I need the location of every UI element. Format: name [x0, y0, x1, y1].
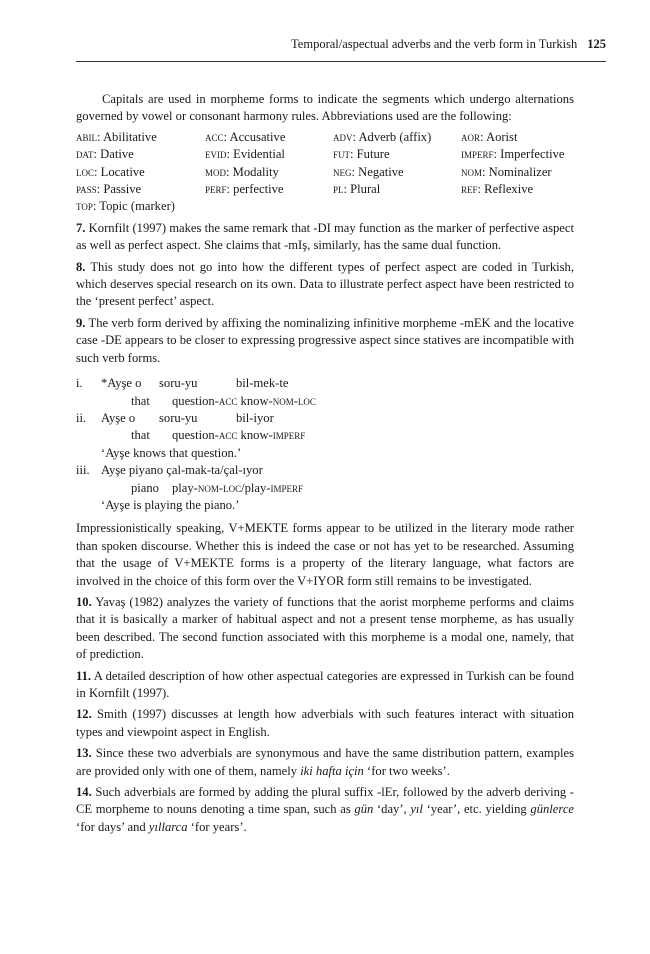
footnote-number: 7.: [76, 220, 86, 235]
abbreviation-item: ref: Reflexive: [461, 182, 534, 197]
example-iii-gloss: piano play-nom-loc/play-imperf: [131, 480, 303, 495]
footnote-text: Yavaş (1982) analyzes the variety of functions that the aorist morpheme performs and claims that it is basically a marker of habitual aspect and not a present tense morpheme, as has usually been described. The second function associated with this morpheme is a modal one, namely, that of prediction.: [76, 594, 574, 662]
header-rule: [76, 61, 606, 62]
examples-commentary: Impressionistically speaking, V+MEKTE forms appear to be utilized in the literary mode rather than spoken discourse. Whether this is indeed the case or not has yet to be researched. Assuming that the usage of V+MEKTE forms is a property of the literary language, what factors are involved in the choice of this form over the V+IYOR form still remains to be investigated.: [76, 521, 574, 588]
example-i-gloss: that question-acc know-nom-loc: [131, 393, 316, 408]
footnote-8: [76, 259, 574, 311]
abbreviation-item: pass: Passive: [76, 182, 142, 197]
abbreviation-item: mod: Modality: [205, 164, 279, 179]
footnote-text: The verb form derived by affixing the nominalizing infinitive morpheme -mEK and the locative case -DE appears to be closer to expressing progressive aspect since statives are incompatible with such verb forms.: [76, 315, 574, 365]
abbreviation-item: adv: Adverb (affix): [333, 129, 432, 144]
footnote-text: Kornfilt (1997) makes the same remark that -DI may function as the marker of perfective aspect as well as perfect aspect. She claims that -mIş, similarly, has the same dual function.: [76, 220, 574, 253]
abbreviation-item: perf: perfective: [205, 182, 284, 197]
example-i: i. *Ayşe o soru-yu bil-mek-te: [76, 376, 289, 391]
footnote-number: 8.: [76, 259, 86, 274]
footnote-text: Smith (1997) discusses at length how adverbials with such features interact with situation types and viewpoint aspect in English.: [76, 707, 574, 739]
example-ii-translation: ‘Ayşe knows that question.’: [101, 445, 242, 460]
abbreviation-item: dat: Dative: [76, 147, 134, 162]
intro-paragraph: Capitals are used in morpheme forms to indicate the segments which undergo alternations governed by vowel or consonant harmony rules. Abbreviations used are the following:: [76, 92, 574, 124]
footnote-10: [76, 594, 574, 664]
abbreviation-item: aor: Aorist: [461, 129, 518, 144]
abbreviation-item: pl: Plural: [333, 182, 381, 197]
footnote-9: [76, 315, 574, 367]
abbreviation-item: abil: Abilitative: [76, 129, 157, 144]
running-header: [76, 36, 606, 52]
abbreviation-item: top: Topic (marker): [76, 199, 175, 214]
abbreviation-item: nom: Nominalizer: [461, 164, 552, 179]
example-iii: iii. Ayşe piyano çal-mak-ta/çal-ıyor: [76, 463, 263, 478]
abbreviation-item: fut: Future: [333, 147, 390, 162]
example-list: [76, 375, 574, 514]
page-number: 125: [587, 37, 606, 51]
footnote-text: This study does not go into how the different types of perfect aspect are coded in Turkish, which deserves special research on its own. Data to illustrate perfect aspect have been restricted to the ‘present perfect’ aspect.: [76, 259, 574, 309]
footnote-7: [76, 220, 574, 255]
example-ii-gloss: that question-acc know-imperf: [131, 428, 306, 443]
footnote-12: [76, 706, 574, 741]
footnote-number: 14.: [76, 785, 92, 800]
example-ii: ii. Ayşe o soru-yu bil-iyor: [76, 410, 274, 425]
footnote-number: 12.: [76, 707, 92, 722]
abbreviation-item: neg: Negative: [333, 164, 404, 179]
footnote-text: A detailed description of how other aspectual categories are expressed in Turkish can be found in Kornfilt (1997).: [76, 668, 574, 700]
footnote-number: 13.: [76, 746, 92, 761]
abbreviation-item: acc: Accusative: [205, 129, 286, 144]
page-body: [76, 91, 574, 836]
footnote-13: 13. Since these two adverbials are synonymous and have the same distribution pattern, examples are provided only with one of them, namely iki hafta için ‘for two weeks’.: [76, 746, 574, 778]
abbreviation-item: loc: Locative: [76, 164, 145, 179]
example-iii-translation: ‘Ayşe is playing the piano.’: [101, 497, 240, 512]
footnote-number: 9.: [76, 315, 86, 330]
abbreviation-list: [76, 129, 574, 216]
running-title: Temporal/aspectual adverbs and the verb form in Turkish: [291, 37, 578, 51]
abbreviation-item: evid: Evidential: [205, 147, 285, 162]
footnote-number: 11.: [76, 668, 92, 683]
abbreviation-item: imperf: Imperfective: [461, 147, 565, 162]
footnote-11: [76, 668, 574, 703]
footnote-14: 14. Such adverbials are formed by adding the plural suffix -lEr, followed by the adverb deriving -CE morpheme to nouns denoting a time span, such as gün ‘day’, yıl ‘year’, etc. yielding günlerce ‘for days’ and yıllarca ‘for years’.: [76, 785, 574, 834]
footnote-number: 10.: [76, 594, 92, 609]
